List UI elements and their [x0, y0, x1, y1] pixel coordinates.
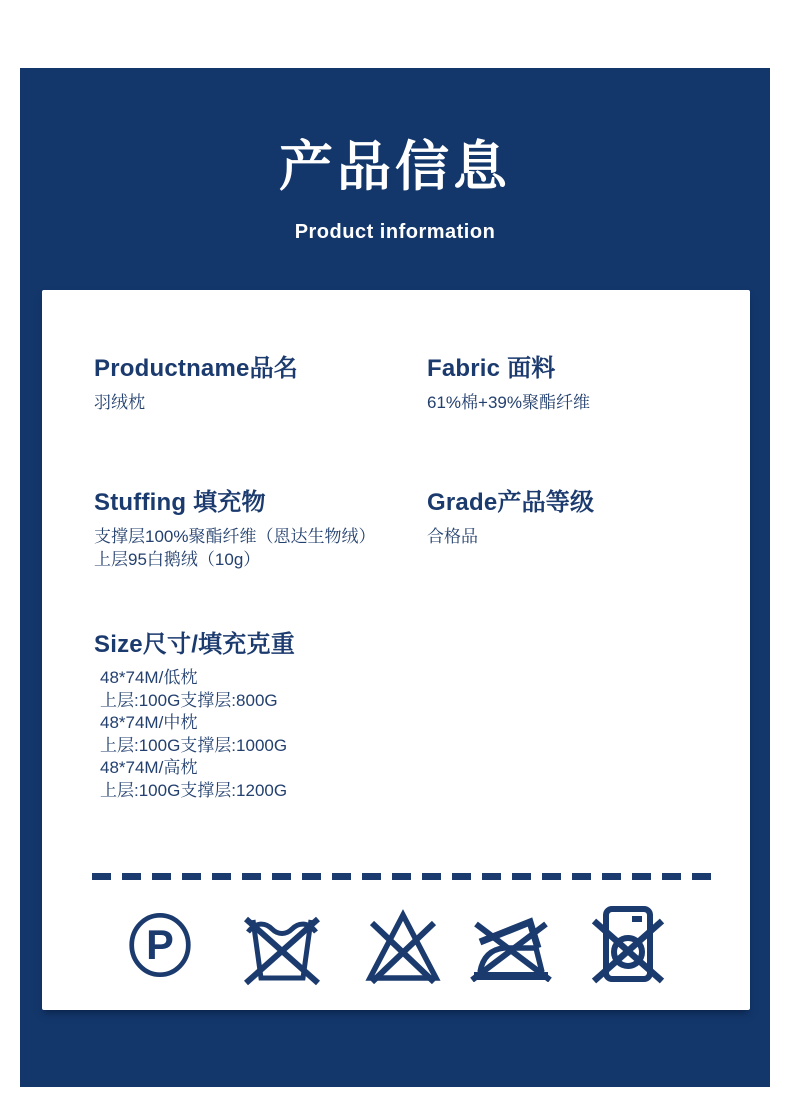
- field-product-name-value: 羽绒枕: [94, 393, 145, 412]
- field-size-value-line1: 48*74M/低枕: [100, 668, 198, 687]
- do-not-machine-wash-icon: [587, 902, 665, 986]
- field-size-value-line6: 上层:100G支撑层:1200G: [100, 780, 288, 800]
- field-stuffing-value-line2: 上层95白鹅绒（10g）: [94, 550, 261, 569]
- field-grade-label: Grade产品等级: [427, 489, 595, 516]
- field-grade-value: 合格品: [427, 527, 478, 546]
- field-size-value-line5: 48*74M/高枕: [100, 758, 198, 777]
- navy-panel: [20, 68, 770, 1087]
- field-size-value-line4: 上层:100G支撑层:1000G: [100, 735, 288, 755]
- field-stuffing-label: Stuffing 填充物: [94, 489, 266, 516]
- field-size-value-line2: 上层:100G支撑层:800G: [100, 690, 278, 710]
- do-not-iron-icon: [468, 912, 554, 982]
- do-not-bleach-icon: [363, 908, 443, 984]
- field-size-value-line3: 48*74M/中枕: [100, 713, 198, 732]
- care-symbols-row: [42, 290, 750, 1010]
- page-title-english: Product information: [294, 221, 496, 243]
- dry-clean-p-icon: [127, 911, 193, 979]
- field-product-name-label: Productname品名: [94, 355, 298, 382]
- do-not-wash-icon: [240, 906, 324, 986]
- field-fabric-value: 61%棉+39%聚酯纤维: [427, 393, 590, 412]
- dry-clean-p-letter: P: [146, 921, 174, 969]
- field-stuffing-value-line1: 支撑层100%聚酯纤维（恩达生物绒）: [94, 527, 376, 546]
- page-title-chinese: 产品信息: [279, 137, 511, 197]
- field-size-label: Size尺寸/填充克重: [94, 631, 295, 658]
- field-fabric-label: Fabric 面料: [427, 355, 556, 382]
- product-spec-card: [42, 290, 750, 1010]
- header: [20, 68, 770, 244]
